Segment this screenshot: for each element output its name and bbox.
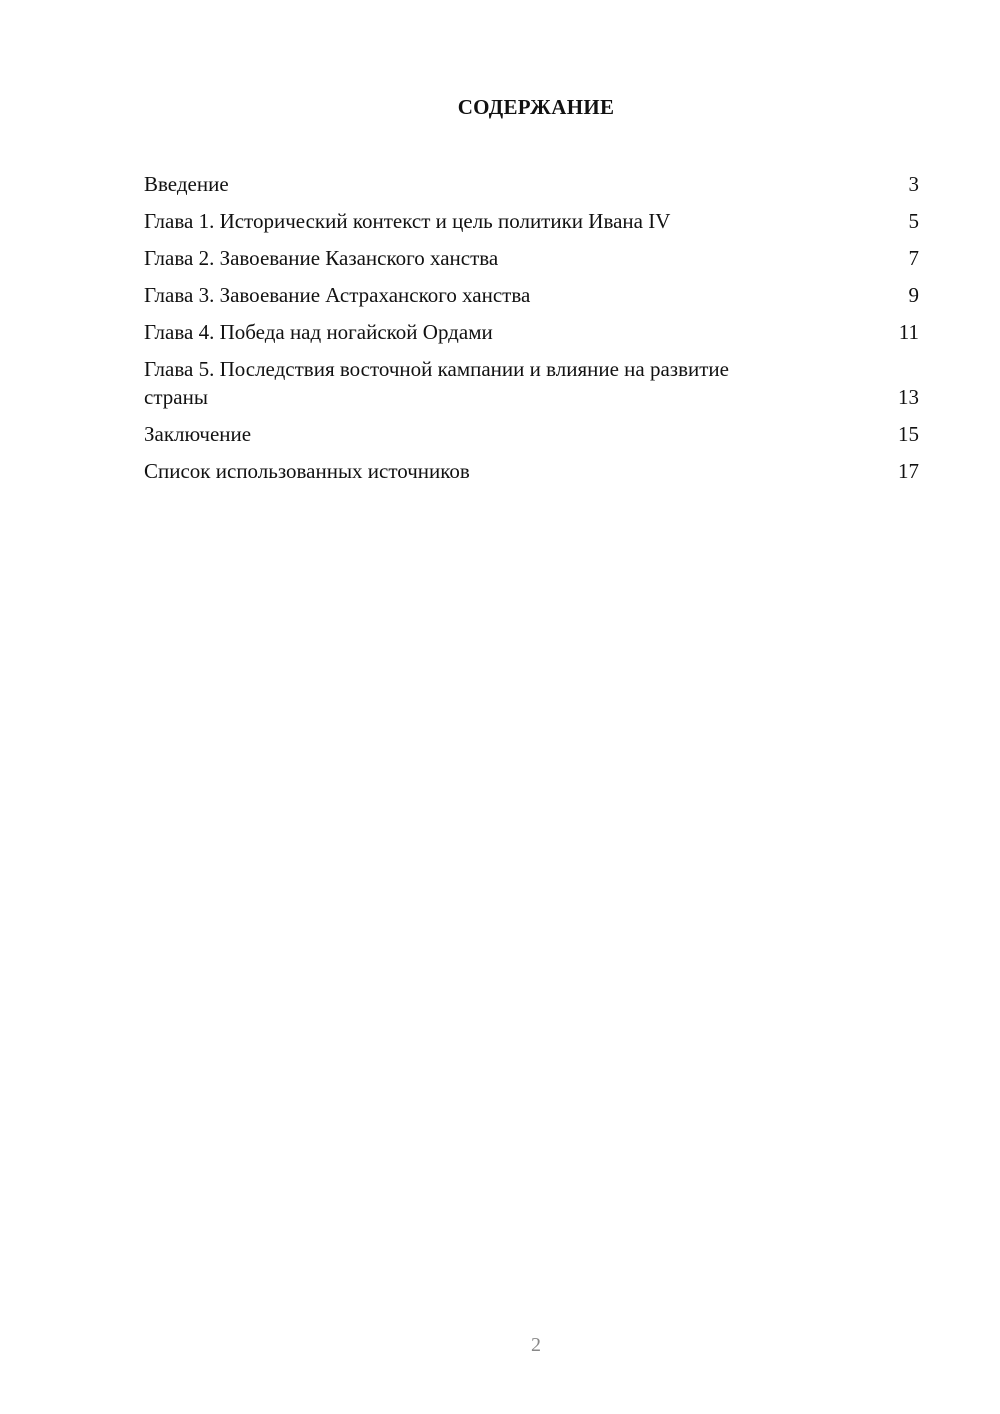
toc-entry-label: Глава 2. Завоевание Казанского ханства [144, 246, 499, 270]
toc-entry-conclusion [144, 420, 919, 448]
toc-entry-page: 13 [898, 385, 919, 409]
toc-entry-page: 11 [898, 320, 919, 344]
toc-entry-chapter-3 [144, 281, 919, 309]
toc-entry-references [144, 457, 919, 485]
toc-entry-chapter-1 [144, 207, 919, 235]
toc-entry-chapter-5 [144, 355, 919, 411]
toc-entry-page: 17 [898, 459, 919, 483]
toc-entry-introduction [144, 170, 919, 198]
toc-entry-page: 3 [908, 172, 919, 196]
toc-entry-label: Список использованных источников [144, 459, 470, 483]
table-of-contents [144, 170, 919, 494]
toc-entry-chapter-2 [144, 244, 919, 272]
toc-entry-page: 9 [908, 283, 919, 307]
toc-entry-page: 5 [908, 209, 919, 233]
page-number: 2 [531, 1334, 541, 1356]
toc-entry-chapter-4 [144, 318, 919, 346]
toc-entry-label: Заключение [144, 422, 252, 446]
toc-entry-label: Глава 3. Завоевание Астраханского ханства [144, 283, 531, 307]
page-title: СОДЕРЖАНИЕ [457, 95, 615, 119]
toc-entry-label: Глава 4. Победа над ногайской Ордами [144, 320, 493, 344]
toc-entry-page: 15 [898, 422, 919, 446]
toc-entry-page: 7 [908, 246, 919, 270]
toc-entry-label: Глава 1. Исторический контекст и цель политики Ивана IV [144, 209, 671, 233]
toc-entry-label: Введение [144, 172, 229, 196]
toc-entry-label: Глава 5. Последствия восточной кампании и влияние на развитие страны [144, 357, 729, 409]
